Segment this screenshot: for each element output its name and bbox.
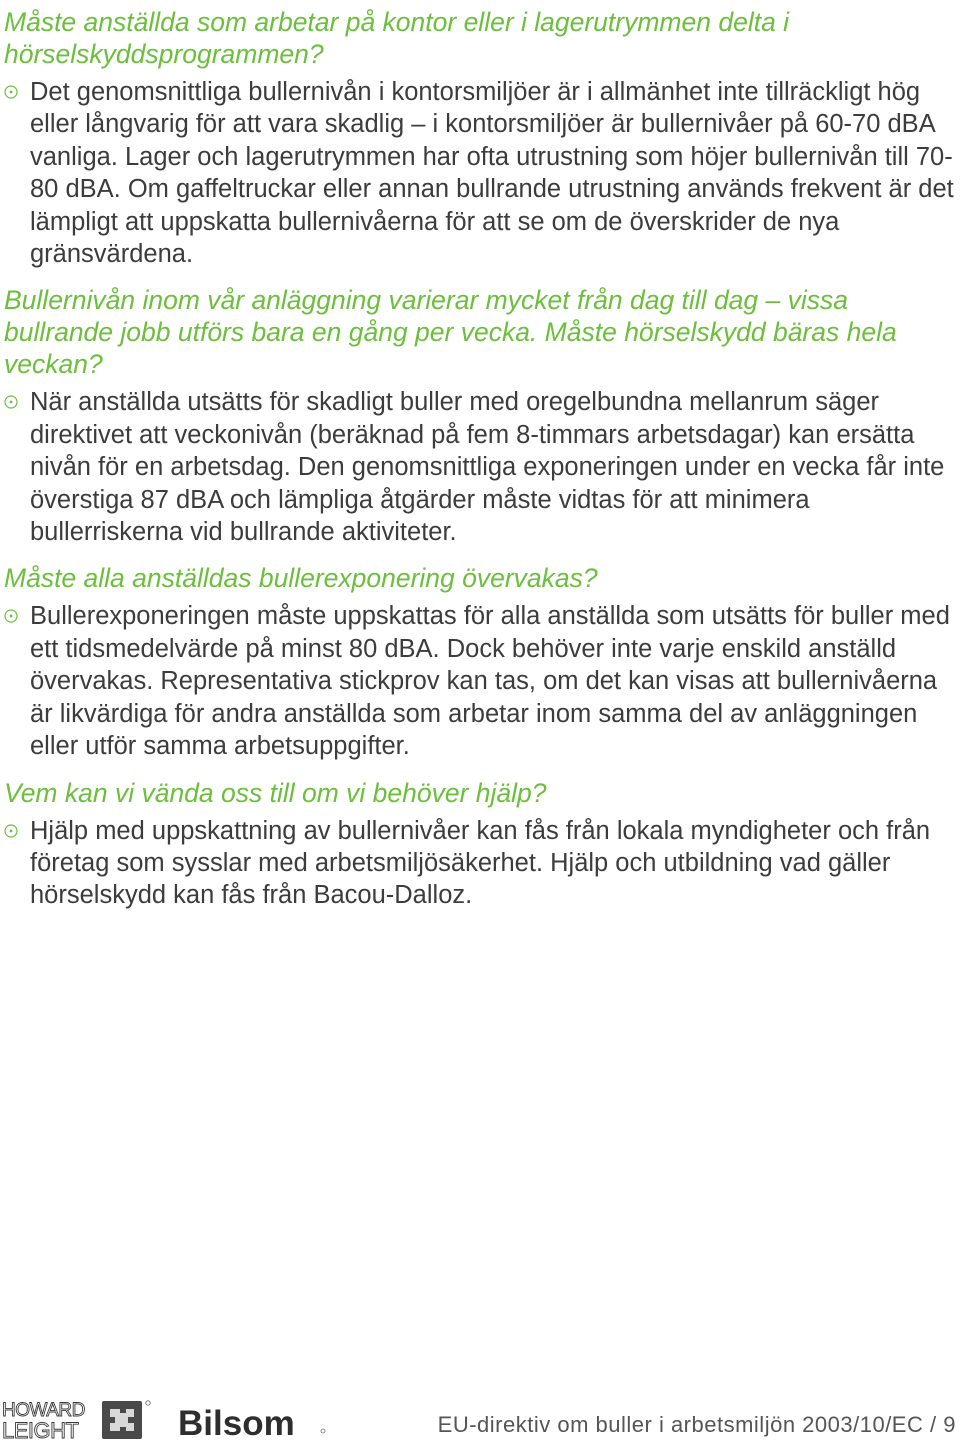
circle-dot-icon — [4, 395, 18, 409]
footer-document-title — [438, 1412, 956, 1438]
faq-section — [4, 777, 956, 912]
page-footer — [0, 1390, 960, 1448]
document-body — [4, 6, 956, 912]
faq-question: Måste alla anställdas bullerexponering övervakas? — [4, 563, 598, 594]
faq-answer-text: Det genomsnittliga bullernivån i kontorsmiljöer är i allmänhet inte tillräckligt hög eller långvarig för att vara skadlig – i kontorsmiljöer är bullernivåer på 60-70 dBA vanliga. Lager och lagerutrymmen har ofta utrustning som höjer bullernivån till 70-80 dBA. Om gaffeltruckar eller annan bullrande utrustning används frekvent är det lämpligt att uppskatta bullernivåerna för att se om de överskrider de nya gränsvärdena. — [30, 78, 954, 269]
bilsom-logo — [178, 1404, 328, 1440]
faq-section — [4, 6, 956, 270]
howard-leight-logo — [2, 1397, 152, 1441]
svg-text:LEIGHT: LEIGHT — [2, 1418, 79, 1441]
faq-answer-text: När anställda utsätts för skadligt buller med oregelbundna mellanrum säger direktivet att veckonivån (beräknad på fem 8-timmars arbetsdagar) kan ersätta nivån för en arbetsdag. Den genomsnittliga exponeringen under en vecka får inte överstiga 87 dBA och lämpliga åtgärder måste vidtas för att minimera bullerriskerna vid bullrande aktiviteter. — [30, 388, 945, 547]
circle-dot-icon — [4, 609, 18, 623]
page-separator: / — [930, 1412, 937, 1437]
svg-text:Bilsom: Bilsom — [178, 1404, 295, 1440]
faq-answer — [4, 386, 956, 548]
faq-answer-text: Bullerexponeringen måste uppskattas för alla anställda som utsätts för buller med ett tidsmedelvärde på minst 80 dBA. Dock behöver inte varje enskild anställd övervakas. Representativa stickprov kan tas, om det kan visas att bullernivåerna är likvärdiga för andra anställda som arbetar inom samma del av anläggningen eller utför samma arbetsuppgifter. — [30, 602, 950, 761]
faq-section — [4, 284, 956, 548]
faq-answer — [4, 600, 956, 762]
faq-answer — [4, 815, 956, 912]
faq-question: Måste anställda som arbetar på kontor eller i lagerutrymmen delta i hörselskyddsprogrammen? — [4, 7, 790, 69]
faq-answer-text: Hjälp med uppskattning av bullernivåer kan fås från lokala myndigheter och från företag som sysslar med arbetsmiljösäkerhet. Hjälp och utbildning vad gäller hörselskydd kan fås från Bacou-Dalloz. — [30, 816, 931, 910]
page-number: 9 — [943, 1412, 956, 1437]
circle-dot-icon — [4, 85, 18, 99]
svg-text:HOWARD: HOWARD — [2, 1400, 85, 1421]
faq-section — [4, 562, 956, 762]
faq-answer — [4, 76, 956, 270]
circle-dot-icon — [4, 824, 18, 838]
document-title: EU-direktiv om buller i arbetsmiljön 2003/10/EC — [437, 1412, 924, 1437]
faq-question: Vem kan vi vända oss till om vi behöver hjälp? — [4, 777, 547, 808]
faq-question: Bullernivån inom vår anläggning varierar mycket från dag till dag – vissa bullrande jobb utförs bara en gång per vecka. Måste hörselskydd bäras hela veckan? — [4, 285, 897, 380]
